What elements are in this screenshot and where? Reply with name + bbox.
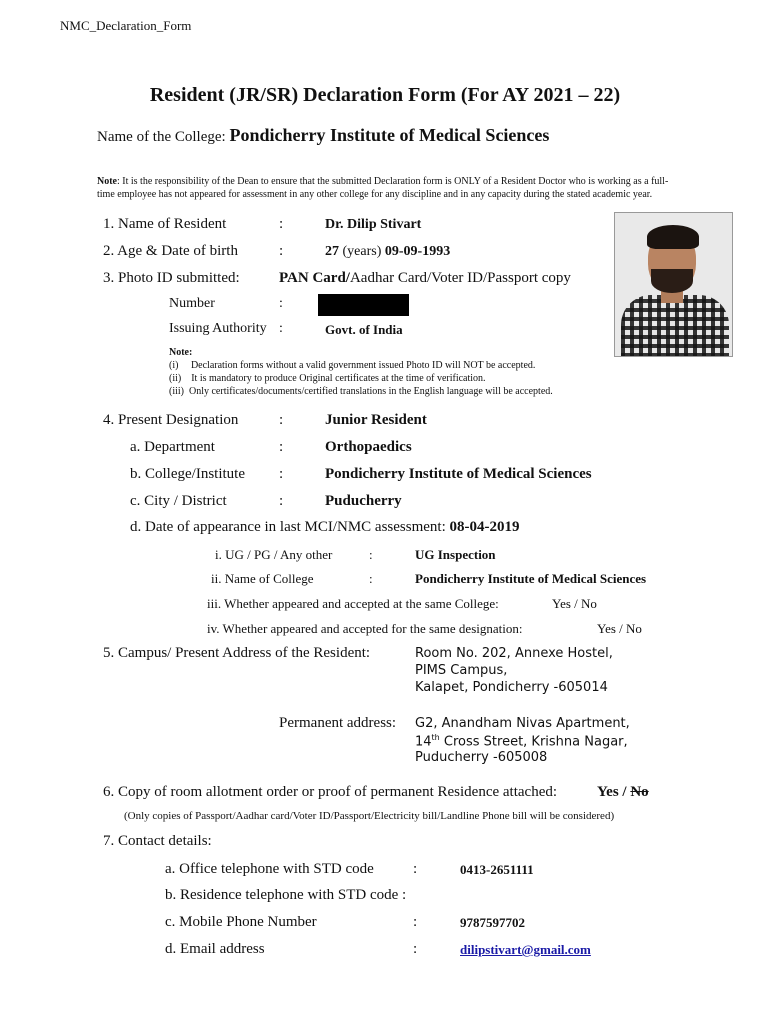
designation-colon: : xyxy=(279,412,284,428)
note-text-1: : It is the responsibility of the Dean to ensure that the submitted Declaration form is ONLY of a Resident Doctor who is working as a full- xyxy=(117,176,669,187)
room-allotment-answer xyxy=(597,784,649,801)
institute-colon: : xyxy=(279,466,284,482)
designation-value: Junior Resident xyxy=(325,412,427,428)
photo-id-others: Aadhar Card/Voter ID/Passport copy xyxy=(349,270,571,286)
issuing-authority-colon: : xyxy=(279,321,283,336)
issuing-authority-label: Issuing Authority xyxy=(169,321,267,336)
sub-iii-value: Yes / No xyxy=(552,596,597,611)
institute-label: b. College/Institute xyxy=(130,466,245,482)
note-line-1 xyxy=(97,176,668,187)
contact-label: 7. Contact details: xyxy=(103,833,212,849)
assessment-row xyxy=(130,519,520,536)
assessment-label: d. Date of appearance in last MCI/NMC assessment: xyxy=(130,519,446,535)
document-header-label: NMC_Declaration_Form xyxy=(60,18,192,33)
name-value: Dr. Dilip Stivart xyxy=(325,217,422,232)
photo-shirt xyxy=(621,295,729,357)
permanent-address-line-1: G2, Anandham Nivas Apartment, xyxy=(415,716,630,731)
email-colon: : xyxy=(413,941,418,957)
photo-id-selected: PAN Card/ xyxy=(279,270,350,286)
city-colon: : xyxy=(279,493,284,509)
sub-ii-colon: : xyxy=(369,571,373,586)
city-value: Puducherry xyxy=(325,493,402,509)
office-phone-label: a. Office telephone with STD code xyxy=(165,861,374,877)
photo-beard xyxy=(651,269,693,293)
department-colon: : xyxy=(279,439,284,455)
sub-ii-label: ii. Name of College xyxy=(211,571,314,586)
sub-ii-value: Pondicherry Institute of Medical Sciences xyxy=(415,571,647,586)
college-label: Name of the College: xyxy=(97,129,226,145)
note-prefix: Note xyxy=(97,176,117,187)
present-address-line-3: Kalapet, Pondicherry -605014 xyxy=(415,680,608,695)
photo-hair xyxy=(647,225,699,249)
sub-iv-label: iv. Whether appeared and accepted for the same designation: xyxy=(207,621,523,636)
sub-i-value: UG Inspection xyxy=(415,547,496,562)
mobile-colon: : xyxy=(413,914,418,930)
street-number: 14 xyxy=(415,734,432,750)
street-number-suffix: th xyxy=(431,733,440,742)
address-label: 5. Campus/ Present Address of the Resident: xyxy=(103,645,371,661)
room-allotment-label: 6. Copy of room allotment order or proof of permanent Residence attached: xyxy=(103,784,558,800)
college-name: Pondicherry Institute of Medical Sciences xyxy=(229,125,550,145)
email-link[interactable]: dilipstivart@gmail.com xyxy=(460,942,591,957)
institute-value: Pondicherry Institute of Medical Sciences xyxy=(325,466,592,482)
department-value: Orthopaedics xyxy=(325,439,412,455)
sub-i-label: i. UG / PG / Any other xyxy=(215,547,333,562)
street-name: Cross Street, Krishna Nagar, xyxy=(439,734,628,750)
present-address-line-2: PIMS Campus, xyxy=(415,663,508,678)
photo-note-line-2: (ii) It is mandatory to produce Original certificates at the time of verification. xyxy=(169,373,486,384)
photo-id-label: 3. Photo ID submitted: xyxy=(103,270,240,286)
permanent-address-label: Permanent address: xyxy=(279,715,397,731)
photo-note-line-3: (iii) Only certificates/documents/certified translations in the English language will be accepted. xyxy=(169,386,553,397)
department-label: a. Department xyxy=(130,439,215,455)
office-phone-colon: : xyxy=(413,861,418,877)
name-colon: : xyxy=(279,216,284,232)
age-label: 2. Age & Date of birth xyxy=(103,243,238,259)
mobile-label: c. Mobile Phone Number xyxy=(165,914,317,930)
name-label: 1. Name of Resident xyxy=(103,216,227,232)
assessment-value: 08-04-2019 xyxy=(449,519,520,535)
sub-iii-label: iii. Whether appeared and accepted at the same College: xyxy=(207,596,499,611)
id-number-colon: : xyxy=(279,296,283,311)
college-row xyxy=(97,125,549,146)
id-number-label: Number xyxy=(169,296,215,311)
mobile-value: 9787597702 xyxy=(460,915,525,930)
photo-note-line-1: (i) Declaration forms without a valid government issued Photo ID will NOT be accepted. xyxy=(169,360,536,371)
sub-i-colon: : xyxy=(369,547,373,562)
room-allotment-no: No xyxy=(630,784,649,800)
id-number-redacted xyxy=(318,294,409,316)
note-line-2: time employee has not appeared for assessment in any other college for any discipline and in any capacity during the stated academic year. xyxy=(97,189,653,200)
room-allotment-yes: Yes / xyxy=(597,784,631,800)
resident-photo xyxy=(614,212,733,357)
age-value: 27 xyxy=(325,244,339,259)
sub-iv-value: Yes / No xyxy=(597,621,642,636)
age-unit: (years) xyxy=(339,244,385,259)
email-label: d. Email address xyxy=(165,941,265,957)
permanent-address-line-3: Puducherry -605008 xyxy=(415,750,548,765)
photo-note-heading: Note: xyxy=(169,347,193,358)
residence-phone-label: b. Residence telephone with STD code : xyxy=(165,887,407,903)
city-label: c. City / District xyxy=(130,493,227,509)
designation-label: 4. Present Designation xyxy=(103,412,239,428)
office-phone-value: 0413-2651111 xyxy=(460,862,534,877)
age-value-row xyxy=(325,244,450,260)
permanent-address-line-2 xyxy=(415,733,628,749)
age-colon: : xyxy=(279,243,284,259)
present-address-line-1: Room No. 202, Annexe Hostel, xyxy=(415,646,613,661)
room-allotment-note: (Only copies of Passport/Aadhar card/Voter ID/Passport/Electricity bill/Landline Phone bill will be considered) xyxy=(124,810,615,822)
issuing-authority-value: Govt. of India xyxy=(325,322,403,337)
form-title: Resident (JR/SR) Declaration Form (For AY 2021 – 22) xyxy=(149,84,621,106)
dob-value: 09-09-1993 xyxy=(384,244,451,259)
photo-id-row xyxy=(279,270,571,287)
